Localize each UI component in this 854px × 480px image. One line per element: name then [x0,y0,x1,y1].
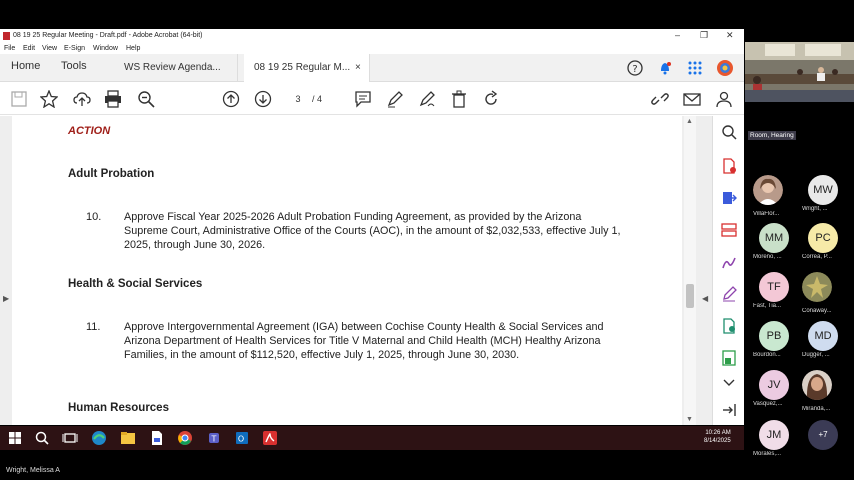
participant-photo-avatar [802,272,832,302]
menu-bar [0,43,744,54]
acrobat-taskbar-icon[interactable] [262,430,278,446]
active-speaker-name: Wright, Melissa A [6,467,60,474]
vertical-scrollbar[interactable] [684,116,696,425]
tab-bar [0,54,744,82]
clock-time: 10:26 AM [705,430,731,436]
collapse-pane-icon[interactable] [721,402,737,418]
page-total: / 4 [312,94,323,104]
participant-name: Fast, Tia... [753,303,782,309]
participant-tile[interactable] [753,223,795,260]
windows-start-icon[interactable] [7,430,23,446]
participant-tile[interactable] [802,370,844,412]
participant-tile[interactable] [802,272,844,314]
tab-regular-meeting[interactable] [244,54,370,82]
previous-page-icon[interactable] [222,90,240,108]
file-explorer-icon[interactable] [120,430,136,446]
chrome-icon[interactable] [177,430,193,446]
bookmark-star-icon[interactable] [40,90,58,108]
participant-tile[interactable] [802,223,844,260]
tab-label: 08 19 25 Regular M... [254,62,351,73]
search-icon[interactable] [721,124,737,140]
participant-name: Morales,... [753,451,782,457]
document-area [0,116,744,425]
participant-name: Vasquez,... [753,401,783,407]
section-heading-human-resources: Human Resources [68,402,169,414]
participant-tile[interactable] [802,175,844,212]
participant-tile[interactable] [753,272,795,309]
action-heading: ACTION [68,125,111,137]
menu-view[interactable]: View [42,45,58,52]
title-bar [0,29,744,43]
menu-edit[interactable]: Edit [23,45,36,52]
participant-tile[interactable] [753,370,795,407]
scroll-up-icon[interactable]: ▲ [686,118,693,125]
room-video-feed[interactable] [745,42,854,102]
tab-ws-review-agenda[interactable] [114,54,238,82]
left-panel-toggle-icon[interactable]: ▶ [3,294,10,303]
share-link-icon[interactable] [651,90,669,108]
participant-tile[interactable] [802,321,844,358]
menu-esign[interactable]: E-Sign [64,45,86,52]
comment-icon[interactable] [354,90,372,108]
menu-window[interactable]: Window [93,45,118,52]
edge-browser-icon[interactable] [91,430,107,446]
outlook-icon[interactable] [234,430,250,446]
fill-sign-icon[interactable] [721,254,737,270]
section-heading-adult-probation: Adult Probation [68,168,155,180]
participant-avatar: JM [759,420,789,450]
help-icon[interactable] [627,60,643,76]
minimize-icon[interactable]: – [675,30,681,40]
clock-date: 8/14/2025 [704,438,731,444]
scroll-thumb[interactable] [686,284,694,308]
participant-tile[interactable] [753,175,795,217]
rotate-icon[interactable] [482,90,500,108]
participant-name: Dugger, ... [802,352,830,358]
restore-icon[interactable]: ❐ [700,30,709,40]
toolbar [0,83,744,115]
item-text: Approve Fiscal Year 2025-2026 Adult Probation Funding Agreement, as provided by the Arizona Supreme Court, Administrative Office of the Courts (AOC), in the amount of $2,032,533, effective July 1, 2025, through June 30, 2026. [124,211,621,251]
menu-help[interactable]: Help [126,45,141,52]
participant-name: Miranda,... [802,406,831,412]
window-title: 08 19 25 Regular Meeting - Draft.pdf - Adobe Acrobat (64-bit) [13,32,203,39]
acrobat-window [0,29,744,425]
add-user-icon[interactable] [715,90,733,108]
acrobat-app-icon [3,32,10,40]
upload-cloud-icon[interactable] [73,90,91,108]
participant-name: VillaFlor... [753,211,780,217]
tab-label: WS Review Agenda... [124,62,221,73]
teams-icon[interactable] [206,430,222,446]
close-window-icon[interactable]: ✕ [726,30,734,40]
next-page-icon[interactable] [254,90,272,108]
tab-home[interactable]: Home [11,60,41,72]
page-number-input[interactable]: 3 [295,94,301,104]
close-tab-icon[interactable]: × [355,62,361,73]
organize-pages-icon[interactable] [721,222,737,238]
expand-tools-chevron-icon[interactable] [721,374,737,390]
protect-pdf-icon[interactable] [721,318,737,334]
document-app-icon[interactable] [149,430,165,446]
zoom-out-icon[interactable] [137,90,155,108]
participant-avatar: PB [759,321,789,351]
scroll-down-icon[interactable]: ▼ [686,416,693,423]
participant-avatar: MM [759,223,789,253]
system-clock[interactable] [704,429,731,445]
highlight-pen-icon[interactable] [386,90,404,108]
svg-text:T: T [211,434,217,444]
participant-name: Conaway... [802,308,832,314]
video-label: Room, Hearing [750,132,794,139]
section-heading-health-social-services: Health & Social Services [68,278,203,290]
apps-grid-icon[interactable] [687,60,703,76]
print-icon[interactable] [104,90,122,108]
excel-export-icon[interactable] [721,350,737,366]
svg-text:?: ? [632,64,638,75]
notification-bell-icon[interactable] [657,60,673,76]
taskbar-search-icon[interactable] [34,430,50,446]
participant-name: Moreno, ... [753,254,782,260]
participant-avatar: TF [759,272,789,302]
save-icon[interactable] [10,90,28,108]
task-view-icon[interactable] [62,430,78,446]
email-icon[interactable] [683,90,701,108]
draw-freeform-icon[interactable] [418,90,436,108]
item-number: 11. [86,321,101,333]
create-pdf-icon[interactable] [721,158,737,174]
participant-tile[interactable] [753,420,795,457]
delete-icon[interactable] [450,90,468,108]
item-number: 10. [86,211,102,223]
participant-avatar: JV [759,370,789,400]
participant-photo-avatar [802,370,832,400]
participant-avatar: MW [808,175,838,205]
tab-tools[interactable]: Tools [61,60,87,72]
participant-name: Bourdon... [753,352,781,358]
user-avatar-icon[interactable] [717,60,733,76]
menu-file[interactable]: File [4,45,16,52]
windows-taskbar [0,426,744,450]
edit-pdf-icon[interactable] [721,286,737,302]
participant-tile[interactable] [753,321,795,358]
export-pdf-icon[interactable] [721,190,737,206]
tools-pane [712,116,744,425]
participant-name: Wright, ... [802,206,828,212]
right-panel-toggle-icon[interactable]: ◀ [702,294,709,303]
pdf-page [12,116,682,425]
participant-avatar: MD [808,321,838,351]
svg-text:O: O [237,434,245,444]
item-text: Approve Intergovernmental Agreement (IGA) between Cochise County Health & Social Services and Arizona Department of Health Services for Title V Maternal and Child Health (MCH) Healthy Arizona Families, in the amount of $112,520, effective July 1, 2025, through June 30, 2030. [124,321,604,361]
participant-photo-avatar [753,175,783,205]
participant-name: Correa, P... [802,254,832,260]
participant-avatar: PC [808,223,838,253]
more-participants-button[interactable]: +7 [808,420,838,450]
